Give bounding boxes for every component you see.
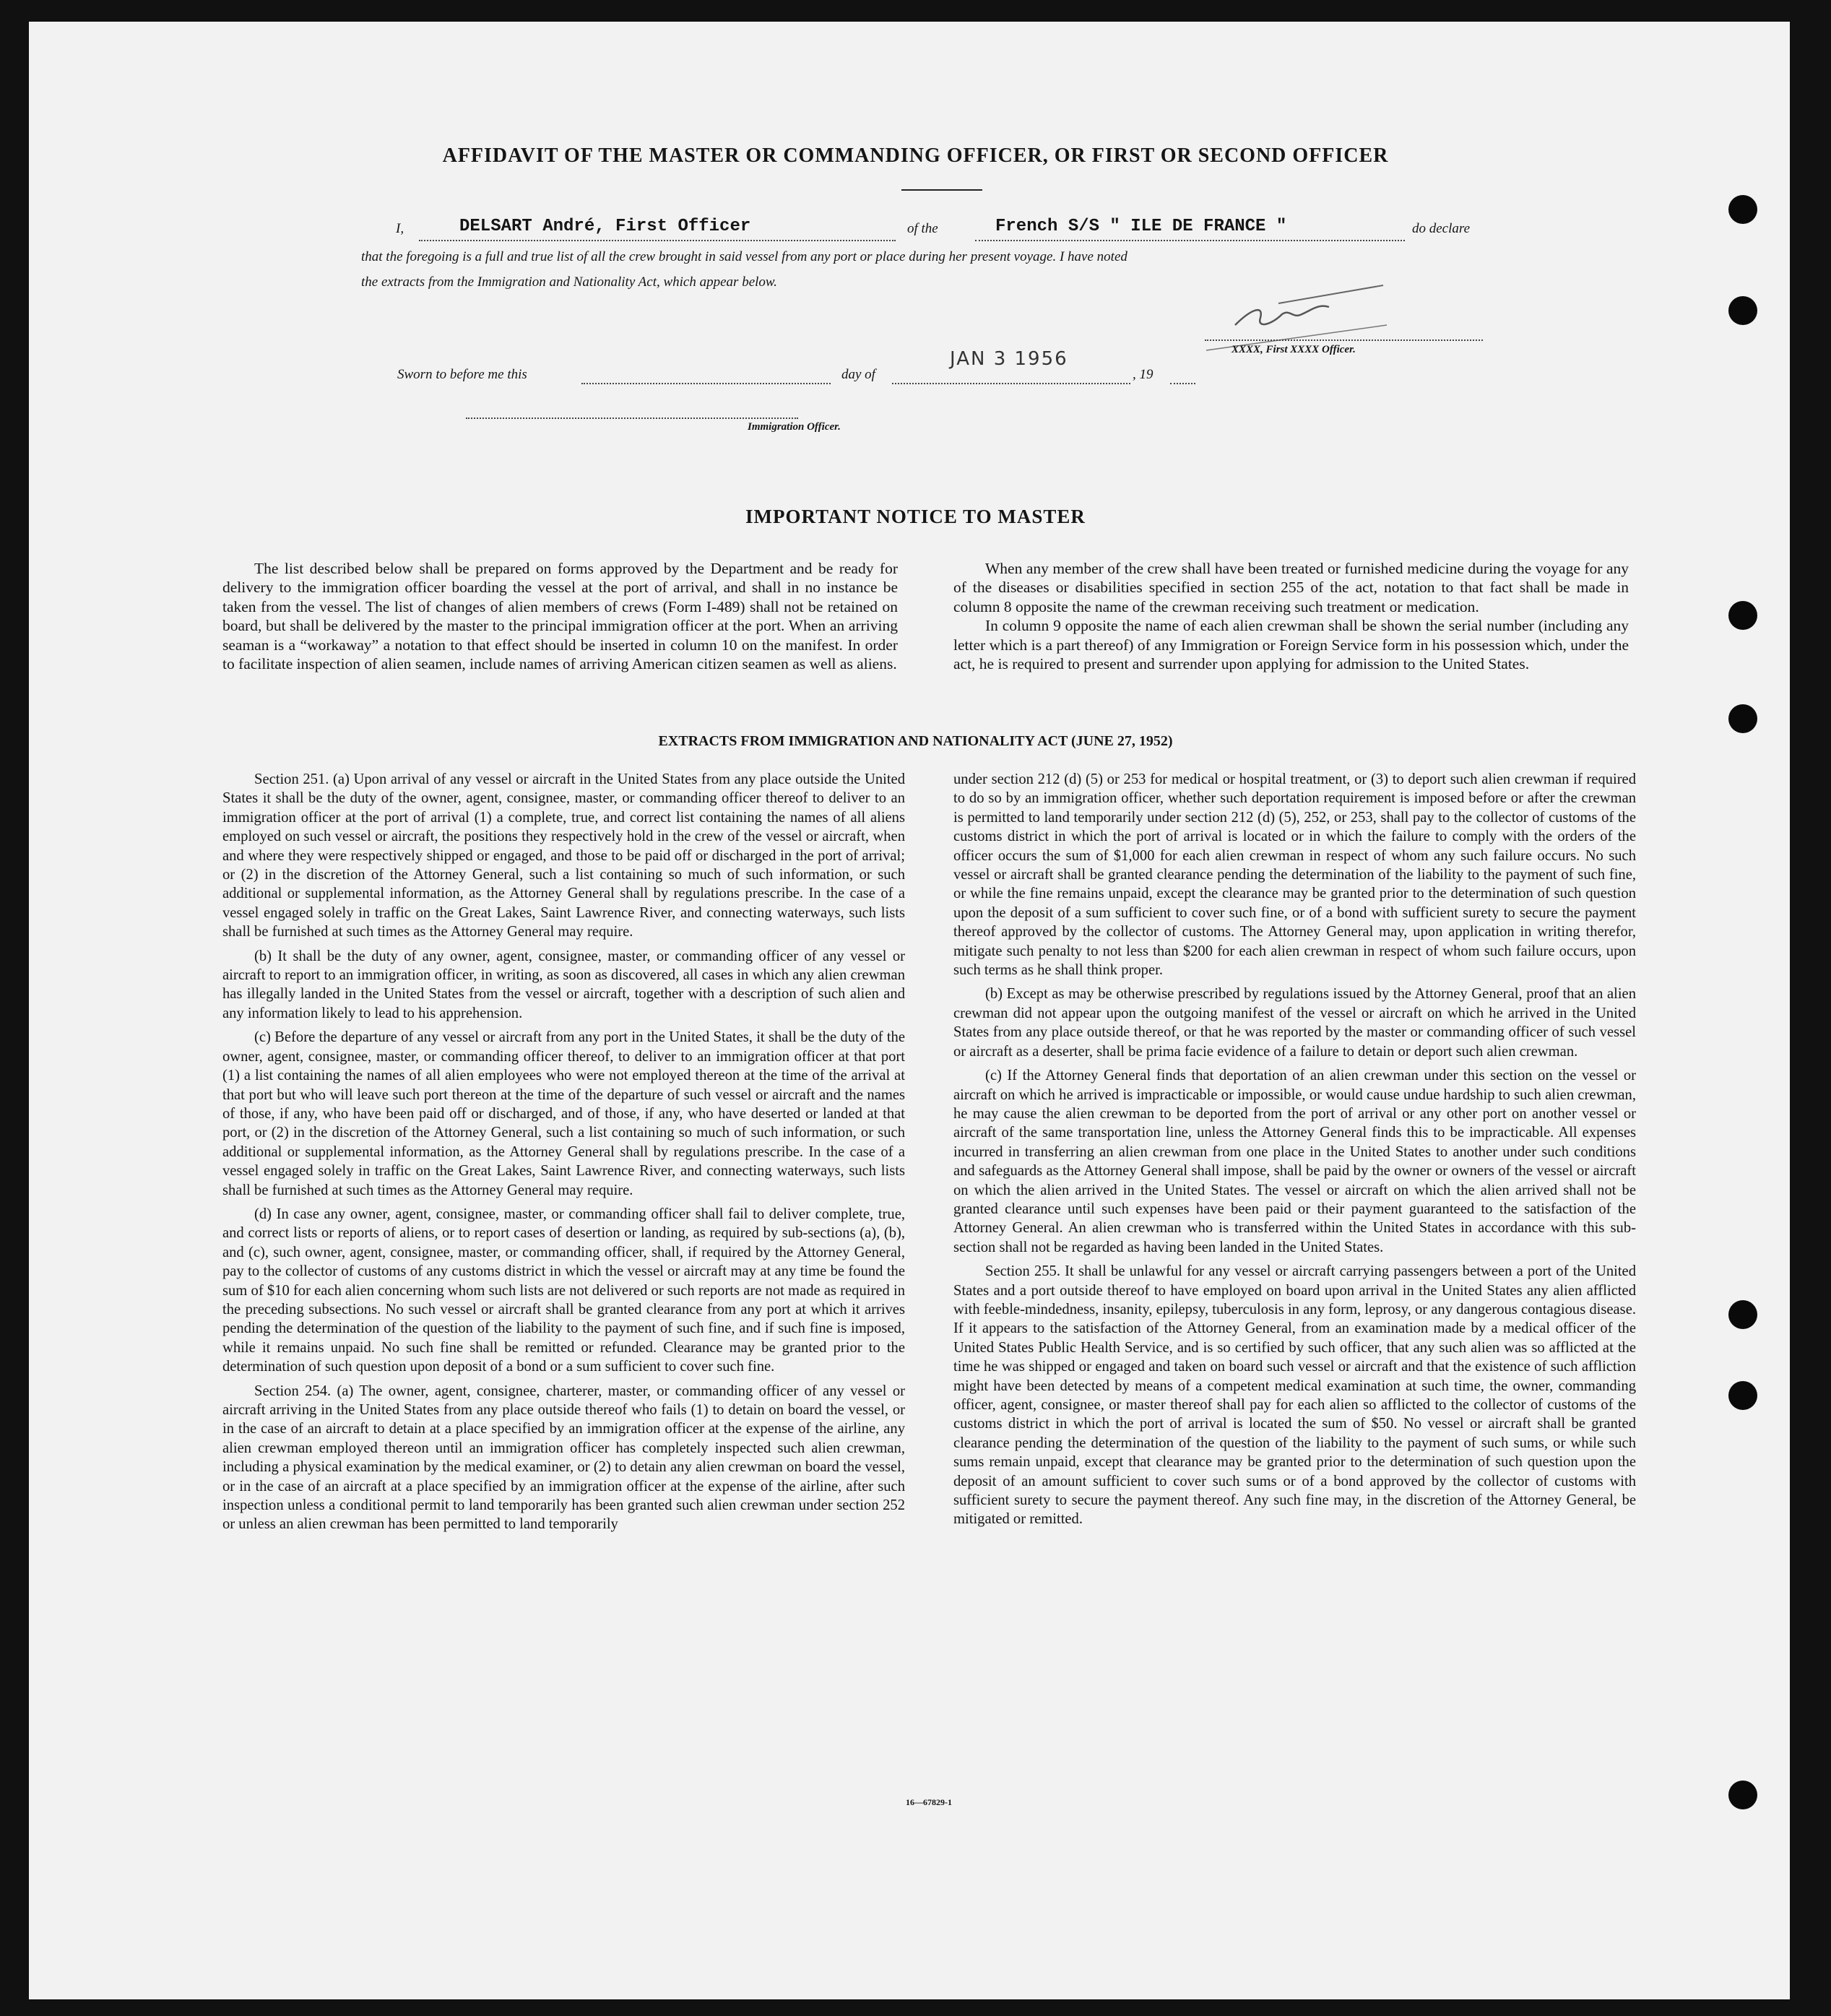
notice-right-paragraph: When any member of the crew shall have been treated or furnished medicine during the voyage for any of the diseases or disabilities specified in section 255 of the act, notation to that fact shall be made in column 8 opposite the name of the crewman receiving such treatment or medication. [953,560,1629,615]
sworn-month-line [892,383,1130,384]
sworn-label: Sworn to before me this [397,367,527,382]
immigration-officer-line [466,418,798,419]
act-paragraph: (b) It shall be the duty of any owner, agent, consignee, master, or commanding officer of any vessel or aircraft to report to an immigration officer, in writing, as soon as discovered, all cases in which any alien crewman has illegally landed in the United States from the vessel or aircraft, together with a description of such alien and any information likely to lead to his apprehension. [222,948,905,1021]
officer-signature [1192,274,1408,354]
act-paragraph: Section 254. (a) The owner, agent, consignee, charterer, master, or commanding officer of any vessel or aircraft arriving in the United States from any place outside thereof who fails (1) to detain on board the vessel, or in the case of an aircraft to detain at a place specified by an immigration officer at the expense of the airline, any alien crewman employed thereon until an immigration officer has completely inspected such alien crewman, including a physical examination by the medical examiner, or (2) to detain any alien crewman on board the vessel, or in the case of an aircraft at a place specified by an immigration officer at the expense of the airline, after such inspection unless a conditional permit to land temporarily has been granted such alien crewman under section 252 or unless an alien crewman has been permitted to land temporarily [222,1383,905,1533]
act-paragraph: under section 212 (d) (5) or 253 for medical or hospital treatment, or (3) to deport such alien crewman if required to do so by an immigration officer, whether such deportation requirement is imposed before or after the crewman is permitted to land temporarily under section 212 (d) (5), 252, or 253, shall pay to the collector of customs of the customs district in which the port of arrival is located or in which the failure to comply with the orders of the officer occurs the sum of $1,000 for each alien crewman in respect of whom any such failure occurs. No such vessel or aircraft shall be granted clearance pending the determination of the liability to the payment of such fine, or while the fine remains unpaid, except the clearance may be granted prior to the determination of such question upon the deposit of a sum sufficient to cover such fine, or of a bond with sufficient surety to secure the payment thereof approved by the collector of customs. The Attorney General may, upon application in writing therefor, mitigate such penalty to not less than $200 for each alien crewman in respect of whom such failure occurs, upon such terms as he shall think proper. [953,771,1636,979]
name-line [419,240,896,241]
declaration-line-3: the extracts from the Immigration and Nationality Act, which appear below. [361,274,777,290]
year-line [1170,383,1195,384]
binder-hole [1728,1381,1757,1410]
extracts-right-column [953,770,1636,1534]
date-stamp: JAN 3 1956 [950,348,1068,370]
notice-left-column [222,559,898,678]
page-title: AFFIDAVIT OF THE MASTER OR COMMANDING OFFICER, OR FIRST OR SECOND OFFICER [442,144,1389,167]
act-paragraph: (c) Before the departure of any vessel or aircraft from any port in the United States, it shall be the duty of the owner, agent, consignee, master, or commanding officer thereof, to deliver to an immigration officer at that port (1) a list containing the names of all alien employees who were not employed thereon at the time of the arrival at that port but who will leave such port thereon at the time of the departure of such vessel or aircraft and the names of those, if any, who have been paid off or discharged, and of those, if any, who have deserted or landed at that port, or (2) in the discretion of the Attorney General, such a list containing so much of such information, or such additional or supplemental information, as the Attorney General shall by regulations prescribe. In the case of a vessel engaged solely in traffic on the Great Lakes, Saint Lawrence River, and connecting waterways, such lists shall be furnished at such times as the Attorney General may require. [222,1029,905,1198]
vessel-line [975,240,1405,241]
form-number: 16—67829-1 [906,1797,952,1807]
sworn-day-line [581,383,831,384]
declaration-prefix: I, [396,221,404,236]
day-of-label: day of [841,367,875,382]
notice-right-column [953,559,1629,678]
year-prefix: , 19 [1133,367,1153,382]
do-declare-label: do declare [1412,221,1471,236]
act-paragraph: (c) If the Attorney General finds that deportation of an alien crewman under this section on the vessel or aircraft on which he arrived is impracticable or impossible, or would cause undue hardship to such alien crewman, he may cause the alien crewman to be deported from the port of arrival or any other port on another vessel or aircraft of the same transportation line, unless the Attorney General finds this to be impracticable. All expenses incurred in transferring an alien crewman from one place in the United States to another under such conditions and safeguards as the Attorney General shall impose, shall be paid by the owner or owners of the vessel or aircraft on which the alien arrived in the United States. The vessel or aircraft on which the alien arrived shall not be granted clearance until such expenses have been paid or their payment guaranteed to the satisfaction of the Attorney General. An alien crewman who is transferred within the United States in accordance with this sub-section shall not be regarded as having been landed in the United States. [953,1068,1636,1255]
declaration-line-2: that the foregoing is a full and true list of all the crew brought in said vessel from any port or place during her present voyage. I have noted [361,249,1127,264]
notice-title: IMPORTANT NOTICE TO MASTER [745,506,1086,527]
title-underline [901,189,982,191]
immigration-officer-caption: Immigration Officer. [748,421,841,433]
binder-hole [1728,704,1757,733]
binder-hole [1728,296,1757,325]
notice-left-paragraph: The list described below shall be prepared on forms approved by the Department and be ready for delivery to the immigration officer boarding the vessel at the port of arrival, and shall in no instance be taken from the vessel. The list of changes of alien members of crews (Form I-489) shall not be retained on board, but shall be delivered by the master to the principal immigration officer at the port. When an arriving seaman is a “workaway” a notation to that effect should be inserted in column 10 on the manifest. In order to facilitate inspection of alien seamen, include names of arriving American citizen seamen as well as aliens. [222,560,898,673]
notice-right-paragraph: In column 9 opposite the name of each alien crewman shall be shown the serial number (including any letter which is a part thereof) of any Immigration or Foreign Service form in his possession which, under the act, he is required to present and surrender upon applying for admission to the United States. [953,617,1629,673]
binder-hole [1728,1300,1757,1329]
act-paragraph: Section 251. (a) Upon arrival of any vessel or aircraft in the United States from any place outside the United States it shall be the duty of the owner, agent, consignee, master, or commanding officer thereof to deliver to an immigration officer at the port of arrival (1) a complete, true, and correct list containing the names of all aliens employed on such vessel or aircraft, the positions they respectively hold in the crew of the vessel or aircraft, when and where they were respectively shipped or engaged, and those to be paid off or discharged in the port of arrival; or (2) in the discretion of the Attorney General, such a list containing so much of such information, or such additional or supplemental information, as the Attorney General shall by regulations prescribe. In the case of a vessel engaged solely in traffic on the Great Lakes, Saint Lawrence River, and connecting waterways, such lists shall be furnished at such times as the Attorney General may require. [222,771,905,940]
extracts-left-column [222,770,905,1539]
act-paragraph: Section 255. It shall be unlawful for any vessel or aircraft carrying passengers between a port of the United States and a port outside thereof to have employed on board upon arrival in the United States any alien afflicted with feeble-mindedness, insanity, epilepsy, tuberculosis in any form, leprosy, or any dangerous contagious disease. If it appears to the satisfaction of the Attorney General, from an examination made by a medical officer of the United States Public Health Service, and is so certified by such officer, that any such alien was so afflicted at the time he was shipped or engaged and taken on board such vessel or aircraft and that the existence of such affliction might have been detected by means of a competent medical examination at such time, the owner, commanding officer, agent, consignee, or master thereof shall pay for each alien so afflicted to the collector of customs of the customs district in which the port of arrival is located the sum of $50. No vessel or aircraft shall be granted clearance pending the determination of the question of the liability to the payment of such sums, or while such sums remain unpaid, except that clearance may be granted prior to the determination of such question upon the deposit of an amount sufficient to cover such sums or of a bond approved by the collector of customs with sufficient surety to secure the payment thereof. Any such fine may, in the discretion of the Attorney General, be mitigated or remitted. [953,1263,1636,1528]
act-paragraph: (b) Except as may be otherwise prescribed by regulations issued by the Attorney General, proof that an alien crewman did not appear upon the outgoing manifest of the vessel or aircraft on which he arrived in the United States from any place outside thereof, or that he was reported by the master or commanding officer of such vessel or aircraft as a deserter, shall be prima facie evidence of a failure to detain or deport such alien crewman. [953,986,1636,1060]
signature-line [1205,339,1483,341]
of-the-label: of the [907,221,938,236]
officer-caption: XXXX, First XXXX Officer. [1232,344,1356,355]
officer-name: DELSART André, First Officer [459,217,751,236]
vessel-name: French S/S " ILE DE FRANCE " [995,217,1287,236]
extracts-title: EXTRACTS FROM IMMIGRATION AND NATIONALITY ACT (JUNE 27, 1952) [658,733,1173,749]
act-paragraph: (d) In case any owner, agent, consignee, master, or commanding officer shall fail to deliver complete, true, and correct lists or reports of aliens, or to report cases of desertion or landing, as required by sub-sections (a), (b), and (c), such owner, agent, consignee, master, or commanding officer, shall, if required by the Attorney General, pay to the collector of customs of any customs district in which the vessel or aircraft may at any time be found the sum of $10 for each alien concerning whom such lists are not delivered or such reports are not made as required in the preceding subsections. No such vessel or aircraft shall be granted clearance from any port at which it arrives pending the determination of the question of the liability to the payment of such fine, and if such fine is imposed, while it remains unpaid. No such fine shall be remitted or refunded. Clearance may be granted prior to the determination of such question upon deposit of a bond or a sum sufficient to cover such fine. [222,1206,905,1375]
binder-hole [1728,1781,1757,1809]
binder-hole [1728,601,1757,630]
binder-hole [1728,195,1757,224]
